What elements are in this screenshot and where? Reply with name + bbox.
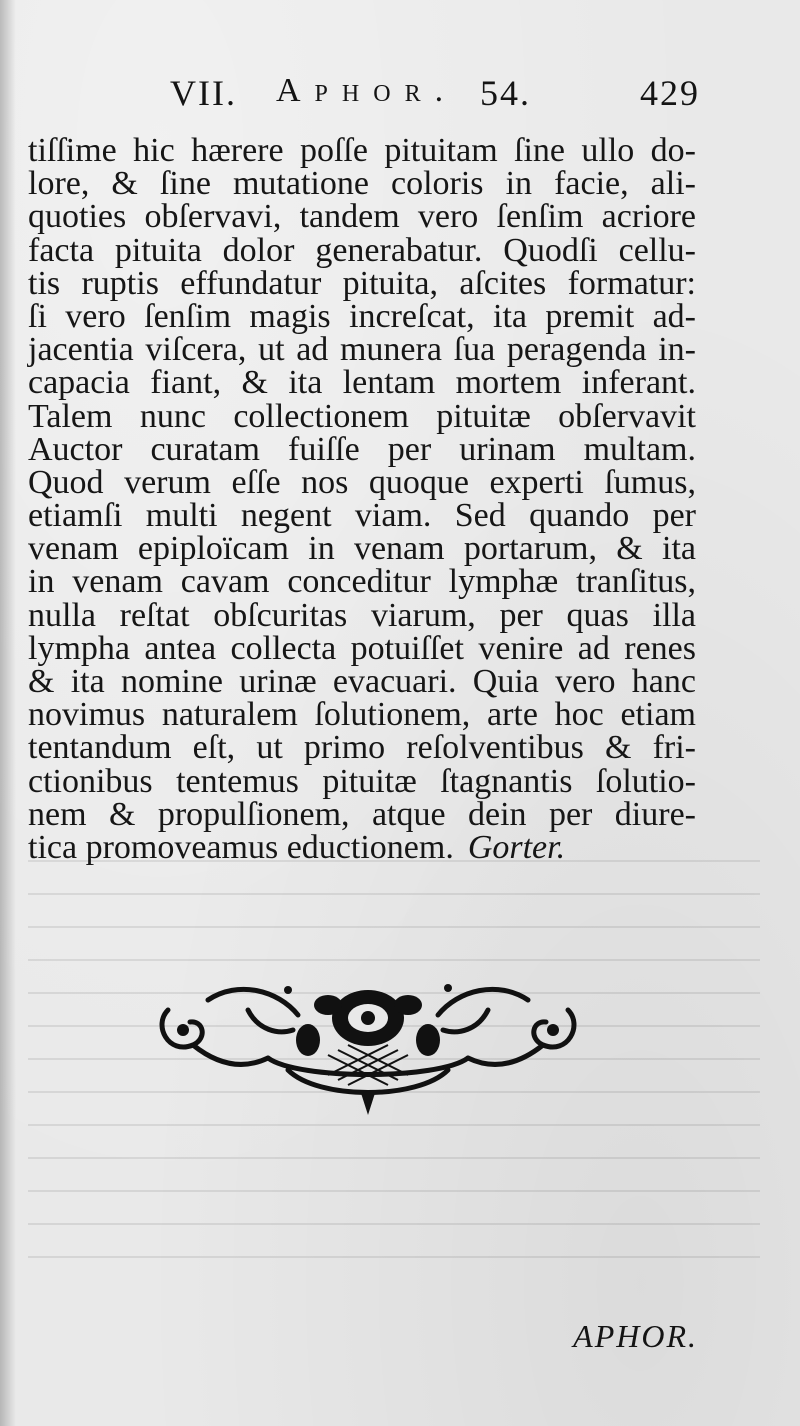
text-line <box>28 762 696 800</box>
text-line <box>28 729 696 767</box>
text-line-content: ctionibus tentemus pituitæ ſtagnantis ſolutio- <box>28 762 696 800</box>
text-line <box>28 530 696 568</box>
text-line-content: etiamſi multi negent viam. Sed quando per <box>28 497 696 535</box>
text-line <box>28 497 696 535</box>
text-line-content: Quod verum eſſe nos quoque experti ſumus, <box>28 463 696 501</box>
text-line-content: tica promoveamus eductionem. <box>28 828 454 866</box>
text-line-content: capacia fiant, & ita lentam mortem inferant. <box>28 364 696 402</box>
text-line-content: & ita nomine urinæ evacuari. Quia vero hanc <box>28 663 696 700</box>
running-head-section: VII. <box>170 73 237 113</box>
text-line <box>28 463 696 501</box>
text-line-content: facta pituita dolor generabatur. Quodſi cellu- <box>28 231 696 269</box>
text-line <box>28 331 696 369</box>
text-line <box>28 696 696 734</box>
running-head-aphorism-number: 54. <box>480 73 531 113</box>
text-line <box>28 297 696 335</box>
text-line-content: nulla reſtat obſcuritas viarum, per quas illa <box>28 596 696 634</box>
text-line <box>28 665 696 698</box>
text-line <box>28 563 696 601</box>
text-line <box>28 795 696 833</box>
text-line <box>28 629 696 667</box>
floral-tailpiece-ornament-icon <box>148 970 588 1120</box>
text-line-content: in venam cavam conceditur lymphæ tranſitus, <box>28 563 696 601</box>
text-line-content: ſi vero ſenſim magis increſcat, ita premit ad- <box>28 297 696 335</box>
running-head-label: Aphor. <box>276 72 458 109</box>
text-line <box>28 596 696 634</box>
text-line <box>28 364 696 402</box>
catchword: APHOR. <box>573 1318 698 1354</box>
page-gutter-shadow <box>0 0 16 1426</box>
text-line-content: Talem nunc collectionem pituitæ obſervavit <box>28 397 696 435</box>
running-head <box>170 72 700 122</box>
text-line <box>28 430 696 468</box>
text-line <box>28 165 696 203</box>
author-signature: Gorter. <box>467 828 566 866</box>
body-text <box>28 134 696 864</box>
text-line-content: lympha antea collecta potuiſſet venire ad renes <box>28 629 696 667</box>
text-line <box>28 828 696 866</box>
text-line-content: quoties obſervavi, tandem vero ſenſim acriore <box>28 198 696 236</box>
page-number: 429 <box>640 73 700 113</box>
text-line <box>28 198 696 236</box>
text-line-content: tiſſime hic hærere poſſe pituitam ſine ullo do- <box>28 132 696 169</box>
text-line <box>28 231 696 269</box>
text-line-content: jacentia viſcera, ut ad munera ſua peragenda in- <box>28 331 696 369</box>
text-line-content: venam epiploïcam in venam portarum, & ita <box>28 530 696 568</box>
text-line <box>28 134 696 167</box>
text-line-content: novimus naturalem ſolutionem, arte hoc etiam <box>28 696 696 734</box>
text-line <box>28 264 696 302</box>
text-line-content: lore, & ſine mutatione coloris in facie, ali- <box>28 165 696 203</box>
text-line-content: tentandum eſt, ut primo reſolventibus & fri- <box>28 729 696 767</box>
text-line-content: nem & propulſionem, atque dein per diure- <box>28 795 696 833</box>
text-line-content: tis ruptis effundatur pituita, aſcites formatur: <box>28 264 696 302</box>
text-line <box>28 397 696 435</box>
text-line-content: Auctor curatam fuiſſe per urinam multam. <box>28 430 696 468</box>
